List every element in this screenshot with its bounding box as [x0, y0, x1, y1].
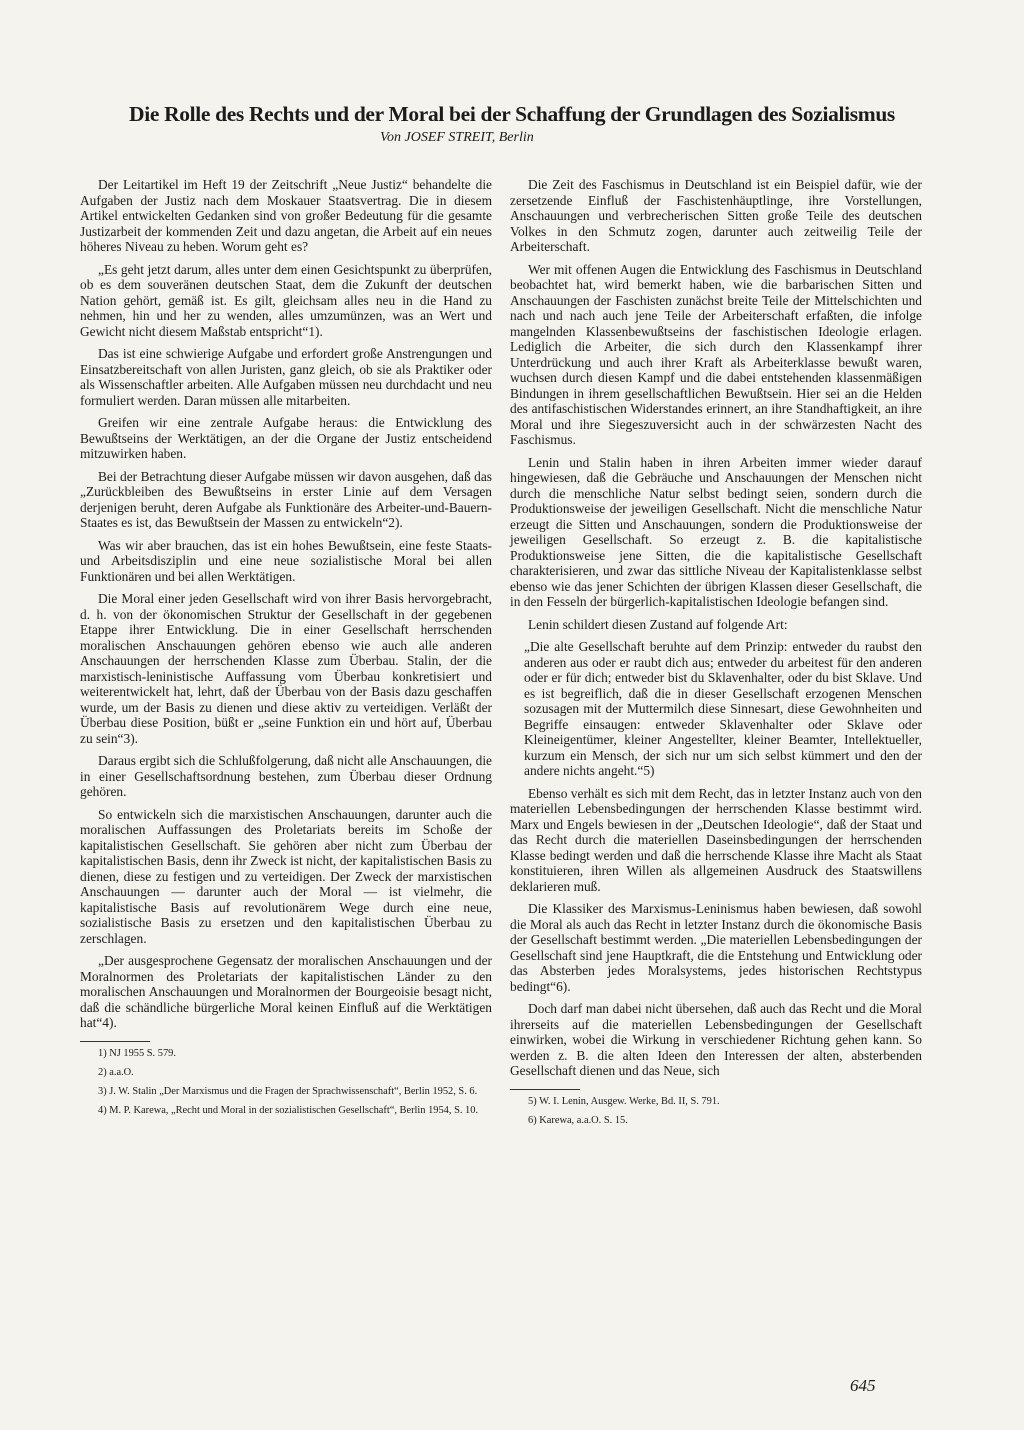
footnotes-left	[80, 1041, 492, 1118]
paragraph: Wer mit offenen Augen die Entwicklung des Faschismus in Deutschland beobachtet hat, wird bemerkt haben, wie die barbarischen Sitten und Anschauungen der Faschisten zunächst breite Teile der Mittelschichten und nach und nach auch jene Teile der Arbeiterschaft erfaßten, die infolge mangelnden Klassenbewußtseins der faschistischen Ideologie erlagen. Lediglich die Arbeiter, die sich durch den Klassenkampf ihrer Unterdrückung und auch ihrer Kraft als Arbeiterklasse bewußt waren, wuchsen durch diesen Kampf und die dabei entstehenden klassenmäßigen Bindungen in ihrem gesellschaftlichen Bewußtsein. Hier sei an die Helden des antifaschistischen Widerstandes erinnert, an ihre Standhaftigkeit, an ihre Moral und ihre Siegeszuversicht auch in der schwärzesten Nacht des Faschismus.	[510, 261, 922, 447]
paragraph: Der Leitartikel im Heft 19 der Zeitschrift „Neue Justiz“ behandelte die Aufgaben der Justiz nach dem Moskauer Staatsvertrag. Die in diesem Artikel entwickelten Gedanken sind von großer Bedeutung für die gesamte Justizarbeit der kommenden Zeit und dazu angetan, die Arbeit auf ein neues höheres Niveau zu heben. Worum geht es?	[80, 177, 492, 254]
left-column	[80, 177, 492, 1124]
paragraph: Das ist eine schwierige Aufgabe und erfordert große Anstrengungen und Einsatzbereitschaft von allen Juristen, ganz gleich, ob sie als Praktiker oder als Wissenschaftler arbeiten. Alle Aufgaben müssen neu durchdacht und neu formuliert werden. Daran müssen alle mitarbeiten.	[80, 346, 492, 408]
paragraph: Daraus ergibt sich die Schlußfolgerung, daß nicht alle Anschauungen, die in einer Gesellschaftsordnung bestehen, zum Überbau dieser Ordnung gehören.	[80, 753, 492, 799]
paragraph: Die Moral einer jeden Gesellschaft wird von ihrer Basis hervorgebracht, d. h. von der ökonomischen Struktur der Gesellschaft in der gegebenen Etappe ihrer Entwicklung. Die in einer Gesellschaft herrschenden moralischen Anschauungen gehören ebenso wie auch alle anderen Anschauungen der herrschenden Klasse zum Überbau. Stalin, der die marxistisch-leninistische Auffassung vom Überbau konkretisiert und weiterentwickelt hat, lehrt, daß der Überbau von der Basis dazu geschaffen wurde, um der Basis zu dienen und diese aktiv zu verteidigen. Verläßt der Überbau diese Position, büßt er „seine Funktion ein und hört auf, Überbau zu sein“3).	[80, 591, 492, 746]
footnote: 5) W. I. Lenin, Ausgew. Werke, Bd. II, S. 791.	[528, 1095, 720, 1107]
paragraph: „Der ausgesprochene Gegensatz der moralischen Anschauungen und der Moralnormen des Proletariats der kapitalistischen Länder zu den moralischen Anschauungen und Moralnormen der Bourgeoisie besagt nicht, daß die schändliche bürgerliche Moral keinen Einfluß auf die Werktätigen hat“4).	[80, 953, 492, 1030]
paragraph: Ebenso verhält es sich mit dem Recht, das in letzter Instanz auch von den materiellen Lebensbedingungen der herrschenden Klasse bestimmt wird. Marx und Engels bewiesen in der „Deutschen Ideologie“, daß der Staat und das Recht durch die materiellen Daseinsbedingungen der herrschenden Klasse bedingt werden und daß die herrschende Klasse ihre Macht als Staat konstituieren, ihren Willen als allgemeinen Ausdruck des Staatswillens deklarieren muß.	[510, 785, 922, 894]
paragraph: Die Zeit des Faschismus in Deutschland ist ein Beispiel dafür, wie der zersetzende Einfluß der Faschistenhäuptlinge, ihre Vorstellungen, Anschauungen und verbrecherischen Sitten große Teile des deutschen Volkes in den Schmutz zogen, darunter auch zeitweilig Teile der Arbeiterschaft.	[510, 177, 922, 254]
page-number: 645	[850, 1376, 876, 1395]
footnote: 2) a.a.O.	[98, 1066, 134, 1078]
paragraph: „Es geht jetzt darum, alles unter dem einen Gesichtspunkt zu überprüfen, ob es dem souveränen deutschen Staat, dem die Zukunft der deutschen Nation gehört, gemäß ist. Es gilt, gleichsam alles neu in die Hand zu nehmen, hin und her zu wenden, alles umzumünzen, was an Wert und Gewicht nicht diesem Maßstab entspricht“1).	[80, 261, 492, 339]
paragraph: Doch darf man dabei nicht übersehen, daß auch das Recht und die Moral ihrerseits auf die materiellen Lebensbedingungen der Gesellschaft einwirken, wobei die Wirkung in verschiedener Richtung gehen kann. So werden z. B. die alten Ideen den Interessen der alten, absterbenden Gesellschaft dienen und das Neue, sich	[510, 1001, 922, 1078]
paragraph: Lenin und Stalin haben in ihren Arbeiten immer wieder darauf hingewiesen, daß die Gebräuche und Anschauungen der Menschen nicht durch die menschliche Natur selbst bedingt seien, sondern durch die Produktionsweise der jeweiligen Gesellschaft. Nicht die menschliche Natur erzeugt die Sitten und Anschauungen, sondern die Produktionsweise der jeweiligen Gesellschaft. So erzeugt z. B. die kapitalistische Produktionsweise jene Sitten, die die kapitalistische Gesellschaft charakterisieren, und zwar das sittliche Niveau der Kapitalistenklasse selbst ebenso wie das jener Schichten der übrigen Klassen dieser Gesellschaft, die in den Fesseln der bürgerlich-kapitalistischen Ideologie befangen sind.	[510, 454, 922, 609]
paragraph: Greifen wir eine zentrale Aufgabe heraus: die Entwicklung des Bewußtseins der Werktätigen, an der die Organe der Justiz entscheidend mitzuwirken haben.	[80, 415, 492, 461]
paragraph: Lenin schildert diesen Zustand auf folgende Art:	[528, 616, 788, 632]
page-title: Die Rolle des Rechts und der Moral bei der Schaffung der Grundlagen des Sozialismus	[129, 102, 895, 127]
author-byline: Von JOSEF STREIT, Berlin	[380, 130, 534, 145]
paragraph: Was wir aber brauchen, das ist ein hohes Bewußtsein, eine feste Staats- und Arbeitsdisziplin und eine neue sozialistische Moral bei allen Funktionären und bei allen Werktätigen.	[80, 537, 492, 584]
footnote: 1) NJ 1955 S. 579.	[98, 1047, 176, 1059]
paragraph: Bei der Betrachtung dieser Aufgabe müssen wir davon ausgehen, daß das „Zurückbleiben des Bewußtseins in erster Linie auf dem Versagen derjenigen beruht, deren Aufgabe als Funktionäre des Arbeiter-und-Bauern-Staates es ist, das Bewußtsein der Massen zu entwickeln“2).	[80, 468, 492, 530]
right-column	[510, 177, 922, 1134]
footnote: 4) M. P. Karewa, „Recht und Moral in der sozialistischen Gesellschaft“, Berlin 1954, S. 10.	[98, 1105, 479, 1117]
footnotes-right	[510, 1089, 922, 1127]
paragraph: Die Klassiker des Marxismus-Leninismus haben bewiesen, daß sowohl die Moral als auch das Recht in letzter Instanz durch die ökonomische Basis der Gesellschaft bestimmt werden. „Die materiellen Lebensbedingungen der Gesellschaft sind jene Hauptkraft, die die Entstehung und Entwicklung oder das Absterben jedes Moralsystems, jedes historischen Rechtstypus bedingt“6).	[510, 901, 922, 994]
footnote-divider	[80, 1041, 150, 1042]
footnote: 6) Karewa, a.a.O. S. 15.	[528, 1114, 628, 1126]
footnote-divider	[510, 1089, 580, 1090]
paragraph: So entwickeln sich die marxistischen Anschauungen, darunter auch die moralischen Auffassungen des Proletariats bereits im Schoße der kapitalistischen Gesellschaft. Sie gehören aber nicht zum Überbau der kapitalistischen Basis, denn ihr Zweck ist nicht, der kapitalistischen Basis zu dienen, diese zu festigen und zu verteidigen. Der Zweck der marxistischen Anschauungen — darunter auch der Moral — ist vielmehr, die kapitalistische Basis auf revolutionärem Wege durch eine neue, sozialistische Basis zu ersetzen und den kapitalistischen Überbau zu zerschlagen.	[80, 806, 492, 946]
block-quote: „Die alte Gesellschaft beruhte auf dem Prinzip: entweder du raubst den anderen aus oder er raubt dich aus; entweder du arbeitest für den anderen oder er für dich; entweder bist du Sklavenhalter, oder du bist Sklave. Und es ist begreiflich, daß die in dieser Gesellschaft erzogenen Menschen sozusagen mit der Muttermilch diese Sinnesart, diese Gewohnheiten und Begriffe einsaugen: entweder Sklavenhalter oder Sklave oder Kleineigentümer, kleiner Angestellter, kleiner Beamter, Intellektueller, kurzum ein Mensch, der sich nur um sich selbst kümmert und den der andere nichts angeht.“5)	[524, 639, 922, 778]
footnote: 3) J. W. Stalin „Der Marxismus und die Fragen der Sprachwissenschaft“, Berlin 1952, S. 6.	[98, 1085, 478, 1097]
